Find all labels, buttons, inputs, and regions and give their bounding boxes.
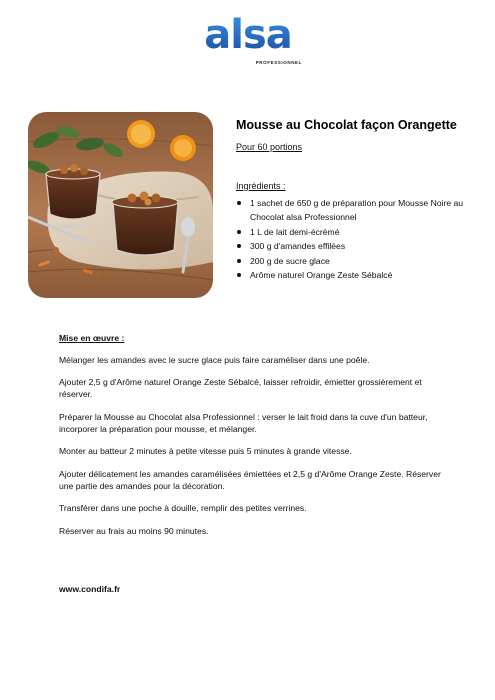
method-step: Transférer dans une poche à douille, remplir des petites verrines.	[59, 503, 307, 514]
brand-logo-word: alsa	[188, 14, 308, 56]
ingredients-heading: Ingrédients :	[236, 181, 286, 191]
brand-logo	[188, 14, 308, 72]
recipe-title: Mousse au Chocolat façon Orangette	[236, 118, 457, 132]
ingredient-item: 1 sachet de 650 g de préparation pour Mousse Noire au Chocolat alsa Professionnel	[236, 196, 471, 225]
ingredient-item: 300 g d'amandes effilées	[236, 239, 471, 253]
brand-logo-subtitle: PROFESSIONNEL	[255, 60, 302, 65]
recipe-photo	[28, 112, 213, 298]
ingredient-item: 200 g de sucre glace	[236, 254, 471, 268]
recipe-portions: Pour 60 portions	[236, 142, 303, 152]
ingredient-item: Arôme naturel Orange Zeste Sébalcé	[236, 268, 471, 282]
ingredient-item: 1 L de lait demi-écrémé	[236, 225, 471, 239]
method-step: Réserver au frais au moins 90 minutes.	[59, 525, 209, 536]
method-step: Mélanger les amandes avec le sucre glace puis faire caraméliser dans une poêle.	[59, 354, 370, 365]
method-step: Monter au batteur 2 minutes à petite vitesse puis 5 minutes à grande vitesse.	[59, 446, 352, 457]
method-heading: Mise en œuvre :	[59, 333, 125, 343]
ingredients-list	[236, 196, 471, 282]
method-step: Ajouter 2,5 g d'Arôme naturel Orange Zeste Sébalcé, laisser refroidir, émietter grossièrement et réserver.	[59, 376, 422, 400]
method-section	[59, 332, 449, 547]
website-link[interactable]: www.condifa.fr	[59, 584, 121, 594]
method-step: Préparer la Mousse au Chocolat alsa Professionnel : verser le lait froid dans la cuve d'un batteur, incorporer la préparation pour mousse, et mélanger.	[59, 411, 428, 435]
method-step: Ajouter délicatement les amandes caramélisées émiettées et 2,5 g d'Arôme Orange Zeste. Réserver une partie des amandes pour la décoration.	[59, 468, 441, 492]
